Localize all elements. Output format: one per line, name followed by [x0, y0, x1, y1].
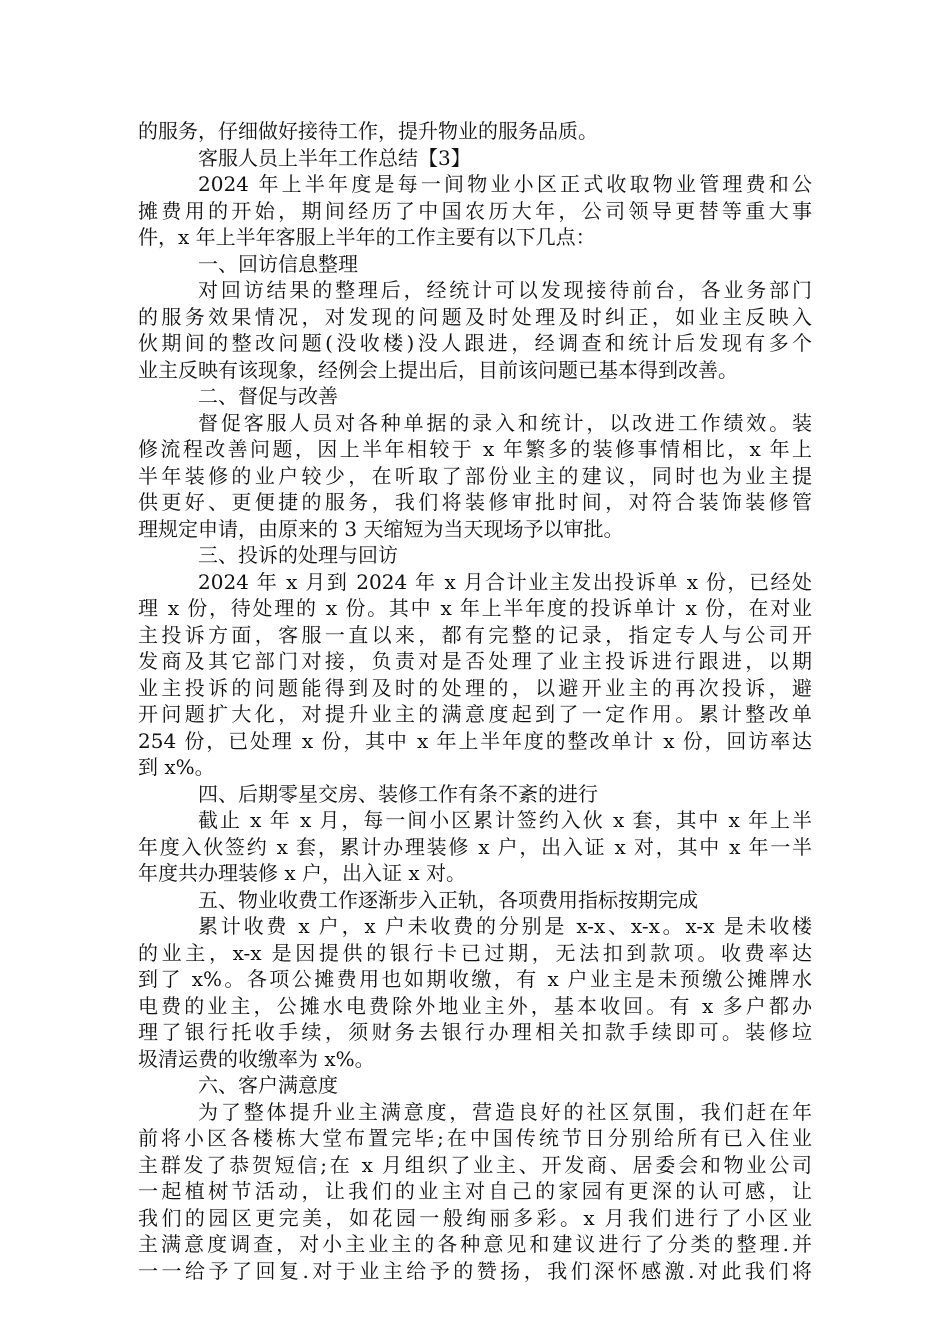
document-page: [138, 118, 812, 1284]
text-line: 主投诉方面，客服一直以来，都有完整的记录，指定专人与公司开: [138, 622, 812, 647]
text-line: 圾清运费的收缴率为 x%。: [138, 1046, 375, 1071]
text-line: 主群发了恭贺短信;在 x 月组织了业主、开发商、居委会和物业公司: [138, 1152, 812, 1177]
text-line: 到了 x%。各项公摊费用也如期收缴，有 x 户业主是未预缴公摊牌水: [138, 967, 812, 991]
text-line: 我们的园区更完美，如花园一般绚丽多彩。x 月我们进行了小区业: [138, 1205, 812, 1230]
text-line: 为了整体提升业主满意度，营造良好的社区氛围，我们赶在年: [198, 1099, 812, 1124]
text-line: 电费的业主，公摊水电费除外地业主外，基本收回。有 x 多户都办: [138, 993, 812, 1018]
text-line: 五、物业收费工作逐渐步入正轨，各项费用指标按期完成: [198, 887, 698, 912]
text-line: 的业主，x-x 是因提供的银行卡已过期，无法扣到款项。收费率达: [138, 940, 812, 965]
text-line: 2024 年上半年度是每一间物业小区正式收取物业管理费和公: [198, 172, 812, 196]
text-line: 截止 x 年 x 月，每一间小区累计签约入伙 x 套，其中 x 年上半: [198, 808, 812, 832]
text-line: 理 x 份，待处理的 x 份。其中 x 年上半年度的投诉单计 x 份，在对业: [138, 596, 812, 620]
text-line: 前将小区各楼栋大堂布置完毕;在中国传统节日分别给所有已入住业: [138, 1126, 812, 1150]
text-line: 一、回访信息整理: [198, 251, 358, 276]
text-line: 一起植树节活动，让我们的业主对自己的家园有更深的认可感，让: [138, 1179, 812, 1203]
text-line: 到 x%。: [138, 755, 215, 779]
text-line: 四、后期零星交房、装修工作有条不紊的进行: [198, 781, 598, 806]
text-line: 业主投诉的问题能得到及时的处理的，以避开业主的再次投诉，避: [138, 675, 812, 700]
text-line: 督促客服人员对各种单据的录入和统计，以改进工作绩效。装: [198, 410, 812, 435]
text-line: 三、投诉的处理与回访: [198, 543, 398, 567]
text-line: 主满意度调查，对小主业主的各种意见和建议进行了分类的整理.并: [138, 1232, 812, 1256]
text-line: 年度入伙签约 x 套，累计办理装修 x 户，出入证 x 对，其中 x 年一半: [138, 834, 812, 859]
text-line: 年度共办理装修 x 户，出入证 x 对。: [138, 861, 466, 885]
text-line: 理规定申请，由原来的 3 天缩短为当天现场予以审批。: [138, 516, 624, 541]
text-line: 供更好、更便捷的服务，我们将装修审批时间，对符合装饰装修管: [138, 490, 812, 514]
text-line: 摊费用的开始，期间经历了中国农历大年，公司领导更替等重大事: [138, 198, 812, 223]
text-line: 六、客户满意度: [198, 1073, 338, 1097]
text-line: 累计收费 x 户，x 户未收费的分别是 x-x、x-x。x-x 是未收楼: [198, 914, 812, 938]
text-line: 伙期间的整改问题(没收楼)没人跟进，经调查和统计后发现有多个: [138, 331, 812, 355]
text-line: 半年装修的业户较少，在听取了部份业主的建议，同时也为业主提: [138, 463, 812, 488]
text-line: 2024 年 x 月到 2024 年 x 月合计业主发出投诉单 x 份，已经处: [198, 569, 812, 594]
text-line: 客服人员上半年工作总结【3】: [198, 145, 471, 170]
text-line: 理了银行托收手续，须财务去银行办理相关扣款手续即可。装修垃: [138, 1020, 812, 1044]
text-line: 件，x 年上半年客服上半年的工作主要有以下几点：: [138, 225, 596, 249]
text-line: 的服务，仔细做好接待工作，提升物业的服务品质。: [138, 119, 598, 143]
text-line: 修流程改善问题，因上半年相较于 x 年繁多的装修事情相比，x 年上: [138, 437, 812, 461]
text-line: 业主反映有该现象，经例会上提出后，目前该问题已基本得到改善。: [138, 357, 738, 382]
text-line: 对回访结果的整理后，经统计可以发现接待前台，各业务部门: [198, 278, 812, 302]
text-line: 一一给予了回复.对于业主给予的赞扬，我们深怀感激.对此我们将: [138, 1258, 812, 1283]
text-line: 254 份，已处理 x 份，其中 x 年上半年度的整改单计 x 份，回访率达: [138, 728, 812, 753]
text-line: 二、督促与改善: [198, 384, 338, 408]
text-line: 开问题扩大化，对提升业主的满意度起到了一定作用。累计整改单: [138, 702, 812, 726]
text-line: 的服务效果情况，对发现的问题及时处理及时纠正，如业主反映入: [138, 304, 812, 329]
text-line: 发商及其它部门对接，负责对是否处理了业主投诉进行跟进，以期: [138, 649, 812, 673]
